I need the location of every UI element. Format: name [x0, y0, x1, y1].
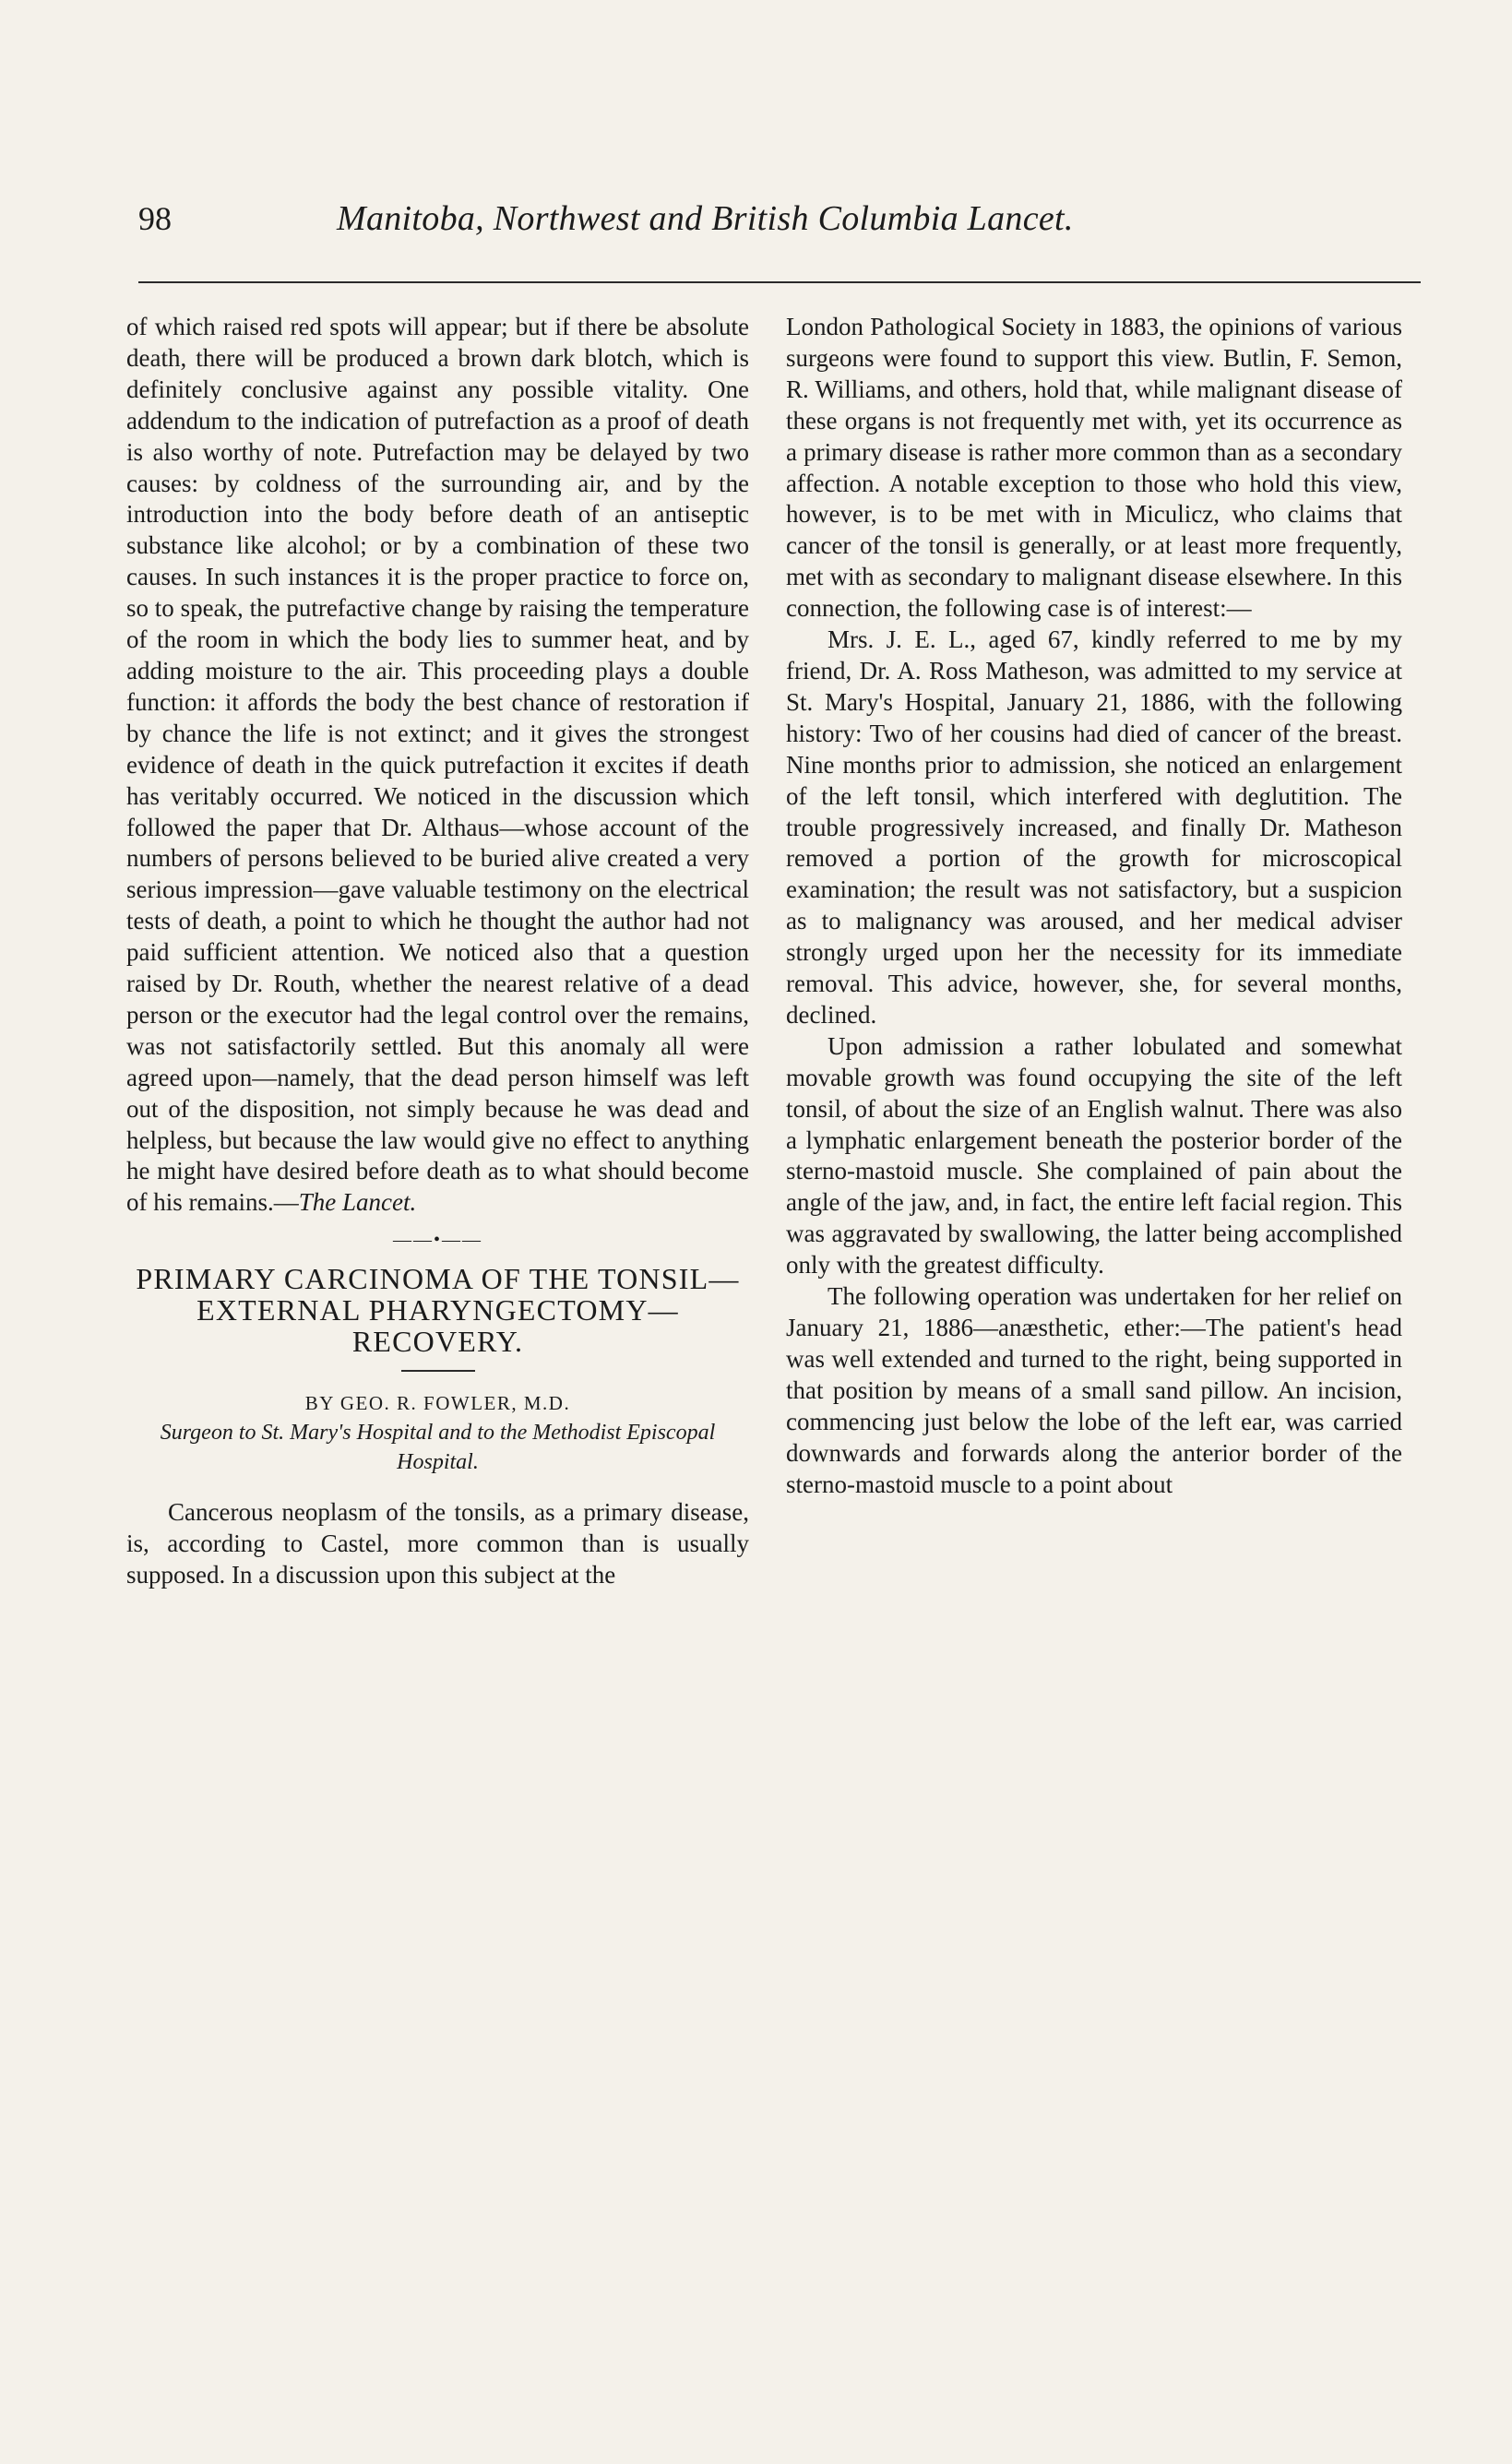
header-rule: [138, 281, 1421, 283]
right-paragraph-3: Upon admission a rather lobulated and somewhat movable growth was found occupying the site of the left tonsil, of about the size of an English walnut. There was also a lymphatic enlargement beneath the posterior border of the sterno-mastoid muscle. She complained of pain about the angle of the jaw, and, in fact, the entire left facial region. This was aggravated by swallowing, the latter being accomplished only with the greatest difficulty.: [786, 1031, 1402, 1280]
left-paragraph-2: Cancerous neoplasm of the tonsils, as a primary disease, is, according to Castel, more common than is usually supposed. In a discussion upon this subject at the: [126, 1498, 749, 1589]
title-rule: [401, 1370, 475, 1372]
article-title: PRIMARY CARCINOMA OF THE TONSIL—EXTERNAL PHARYNGECTOMY—RECOVERY.: [136, 1262, 740, 1359]
byline: BY GEO. R. FOWLER, M.D.: [304, 1392, 571, 1415]
right-paragraph-1: London Pathological Society in 1883, the opinions of various surgeons were found to support this view. Butlin, F. Semon, R. Williams, and others, hold that, while malignant disease of these organs is not frequently met with, yet its occurrence as a primary disease is rather more common than as a secondary affection. A notable exception to those who hold this view, however, is to be met with in Miculicz, who claims that cancer of the tonsil is generally, or at least more frequently, met with as secondary to malignant disease elsewhere. In this connection, the following case is of interest:—: [786, 313, 1402, 623]
right-column: [786, 312, 1402, 1500]
left-paragraph-1-text: of which raised red spots will appear; but if there be absolute death, there will be produced a brown dark blotch, which is definitely conclusive against any possible vitality. One addendum to the indication of putrefaction as a proof of death is also worthy of note. Putrefaction may be delayed by two causes: by coldness of the surrounding air, and by the introduction into the body before death of an antiseptic substance like alcohol; or by a combination of these two causes. In such instances it is the proper practice to force on, so to speak, the putrefactive change by raising the temperature of the room in which the body lies to summer heat, and by adding moisture to the air. This proceeding plays a double function: it affords the body the best chance of restoration if by chance the life is not extinct; and it gives the strongest evidence of death in the quick putrefaction it excites if death has veritably occurred. We noticed in the discussion which followed the paper that Dr. Althaus—whose account of the numbers of persons believed to be buried alive created a very serious impression—gave valuable testimony on the electrical tests of death, a point to which he thought the author had not paid sufficient attention. We noticed also that a question raised by Dr. Routh, whether the nearest relative of a dead person or the executor had the legal control over the remains, was not satisfactorily settled. But this anomaly all were agreed upon—namely, that the dead person himself was left out of the disposition, not simply because he was dead and helpless, but because the law would give no effect to anything he might have desired before death as to what should become of his remains.—: [126, 313, 749, 1217]
right-paragraph-4: The following operation was undertaken for her relief on January 21, 1886—anæsthetic, ether:—The patient's head was well extended and turned to the right, being supported in that position by means of a small sand pillow. An incision, commencing just below the lobe of the left ear, was carried downwards and forwards along the anterior border of the sterno-mastoid muscle to a point about: [786, 1282, 1402, 1498]
source-signature: The Lancet.: [298, 1188, 417, 1217]
left-column: [126, 312, 749, 1591]
page-number: 98: [138, 200, 172, 237]
running-title: Manitoba, Northwest and British Columbia Lancet.: [337, 199, 1074, 238]
left-paragraph-1: [126, 312, 749, 1219]
section-ornament: ——•——: [392, 1230, 482, 1251]
right-paragraph-2: Mrs. J. E. L., aged 67, kindly referred to me by my friend, Dr. A. Ross Matheson, was admitted to my service at St. Mary's Hospital, January 21, 1886, with the following history: Two of her cousins had died of cancer of the breast. Nine months prior to admission, she noticed an enlargement of the left tonsil, which interfered with deglutition. The trouble progressively increased, and finally Dr. Matheson removed a portion of the growth for microscopical examination; the result was not satisfactory, but a suspicion as to malignancy was aroused, and her medical adviser strongly urged upon her the necessity for its immediate removal. This advice, however, she, for several months, declined.: [786, 625, 1402, 1029]
page-header: [138, 196, 1421, 251]
author-affiliation: Surgeon to St. Mary's Hospital and to the Methodist Episcopal Hospital.: [160, 1421, 716, 1475]
